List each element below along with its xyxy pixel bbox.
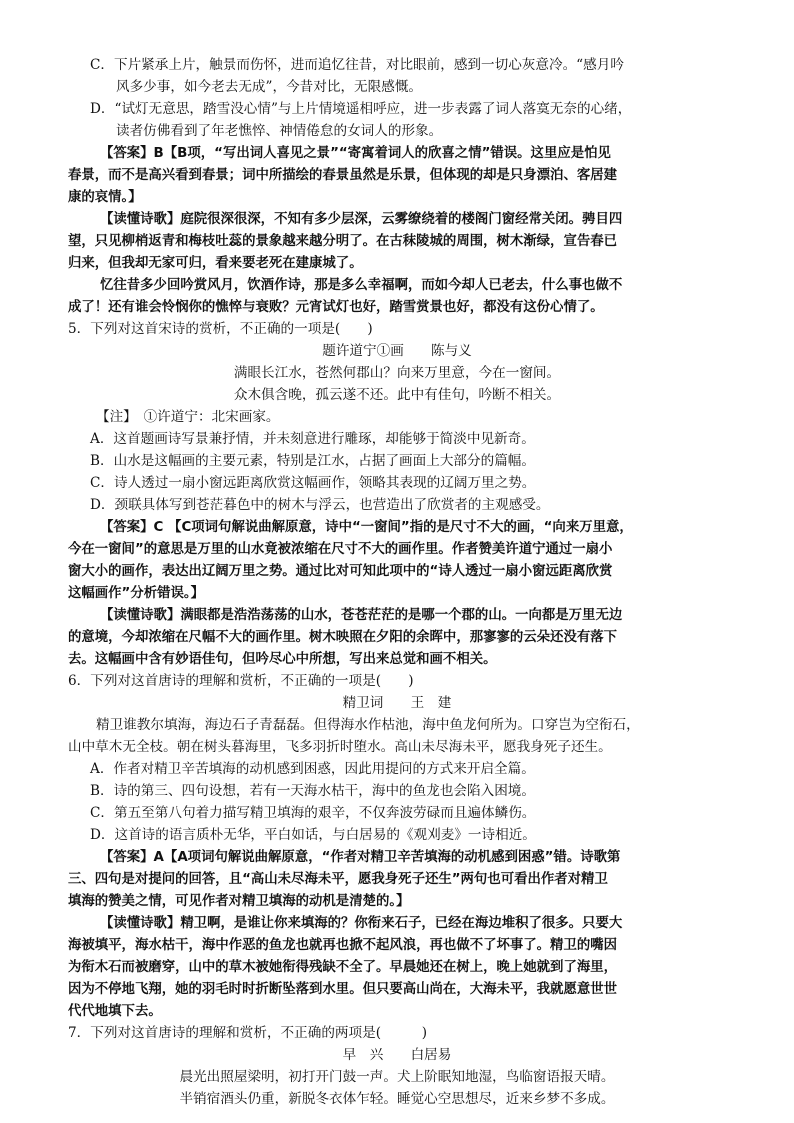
text-line: 【读懂诗歌】精卫啊，是谁让你来填海的？你衔来石子，已经在海边堆积了很多。只要大 — [100, 916, 623, 931]
text-line: 【读懂诗歌】满眼都是浩浩荡荡的山水，苍苍茫茫的是哪一个郡的山。一向都是万里无边 — [100, 608, 623, 623]
text-line: 满眼长江水，苍然何郡山？向来万里意，今在一窗间。 — [233, 365, 561, 381]
text-line: 这幅画作”分析错误。】 — [68, 586, 205, 601]
text-line: 康的哀情。】 — [68, 190, 142, 205]
text-line: 春景，而不是高兴看到春景；词中所描绘的春景虽然是乐景，但体现的却是只身漂泊、客居建 — [68, 168, 618, 183]
text-line: D．这首诗的语言质朴无华，平白如话，与白居易的《观刈麦》一诗相近。 — [90, 827, 536, 843]
text-line: 【注】 ①许道宁：北宋画家。 — [96, 409, 280, 425]
text-line: 今在一窗间”的意思是万里的山水竟被浓缩在尺寸不大的画作里。作者赞美许道宁通过一扇小 — [68, 542, 613, 557]
text-line: 6．下列对这首唐诗的理解和赏析，不正确的一项是( ) — [68, 673, 414, 689]
text-line: 忆往昔多少回吟赏风月，饮酒作诗，那是多么幸福啊，而如今却人已老去，什么事也做不 — [100, 278, 623, 293]
text-line: C．诗人透过一扇小窗远距离欣赏这幅画作，领略其表现的辽阔万里之势。 — [90, 475, 536, 491]
text-line: 去。这幅画中含有妙语佳句，但吟尽心中所想，写出来总觉和画不相关。 — [68, 652, 497, 667]
text-line: D．“试灯无意思，踏雪没心情”与上片情境遥相呼应，进一步表露了词人落寞无奈的心绪， — [90, 101, 632, 117]
text-line: A．这首题画诗写景兼抒情，并未刻意进行雕琢，却能够于简淡中见新奇。 — [90, 431, 535, 447]
text-line: 精卫谁教尔填海，海边石子青磊磊。但得海水作枯池，海中鱼龙何所为。口穿岂为空衔石， — [96, 717, 640, 733]
text-line: 成了！还有谁会怜悯你的憔悴与衰败？元宵试灯也好，踏雪赏景也好，都没有这份心情了。 — [68, 300, 604, 315]
text-line: 填海的赞美之情，可见作者对精卫填海的动机是清楚的。】 — [68, 894, 410, 909]
text-line: C．第五至第八句着力描写精卫填海的艰辛，不仅奔波劳碌而且遍体鳞伤。 — [90, 805, 536, 821]
text-line: 半销宿酒头仍重，新脱冬衣体乍轻。睡觉心空思想尽，近来乡梦不多成。 — [179, 1091, 615, 1107]
text-line: 因为不停地飞翔，她的羽毛时时折断坠落到水里。但只要高山尚在，大海未平，我就愿意世世 — [68, 982, 618, 997]
text-line: 题许道宁①画 陈与义 — [322, 343, 472, 359]
text-line: B．诗的第三、四句设想，若有一天海水枯干，海中的鱼龙也会陷入困境。 — [90, 783, 535, 799]
text-line: 的意境，今却浓缩在尺幅不大的画作里。树木映照在夕阳的余晖中，那寥寥的云朵还没有落下 — [68, 630, 618, 645]
text-line: 窗大小的画作，表达出辽阔万里之势。通过比对可知此项中的“诗人透过一扇小窗远距离欣赏 — [68, 564, 613, 579]
text-line: 【答案】C 【C项词句解说曲解原意，诗中“一窗间”指的是尺寸不大的画，“向来万里意， — [100, 520, 633, 535]
text-line: 山中草木无全枝。朝在树头暮海里，飞多羽折时堕水。高山未尽海未平，愿我身死子还生。 — [68, 739, 612, 755]
text-line: B．山水是这幅画的主要元素，特别是江水，占据了画面上大部分的篇幅。 — [90, 453, 535, 469]
text-line: 【答案】A【A项词句解说曲解原意，“作者对精卫辛苦填海的动机感到困惑”错。诗歌第 — [100, 850, 621, 865]
text-line: 风多少事，如今老去无成”，今昔对比，无限感慨。 — [116, 79, 423, 95]
text-line: 【答案】B【B项，“写出词人喜见之景”“寄寓着词人的欣喜之情”错误。这里应是怕见 — [100, 146, 611, 161]
text-line: D．颈联具体写到苍茫暮色中的树木与浮云，也营造出了欣赏者的主观感受。 — [90, 497, 550, 513]
text-line: 代代地填下去。 — [68, 1004, 162, 1019]
text-line: 望，只见柳梢返青和梅枝吐蕊的景象越来越分明了。在古秣陵城的周围，树木渐绿，宣告春已 — [68, 234, 618, 249]
text-line: 7．下列对这首唐诗的理解和赏析，不正确的两项是( ) — [68, 1025, 428, 1041]
text-line: 晨光出照屋梁明，初打开门鼓一声。犬上阶眠知地湿，鸟临窗语报天晴。 — [179, 1069, 615, 1085]
text-line: 众木俱含晚，孤云遂不还。此中有佳句，吟断不相关。 — [233, 387, 561, 403]
text-line: 为衔木石而被磨穿，山中的草木被她衔得残缺不全了。早晨她还在树上，晚上她就到了海里， — [68, 960, 618, 975]
text-line: C．下片紧承上片，触景而伤怀，进而追忆往昔，对比眼前，感到一切心灰意冷。“感月吟 — [90, 57, 624, 73]
text-line: 5．下列对这首宋诗的赏析，不正确的一项是( ) — [68, 321, 373, 337]
text-line: 【读懂诗歌】庭院很深很深，不知有多少层深，云雾缭绕着的楼阁门窗经常关闭。骋目四 — [100, 212, 623, 227]
text-line: 早 兴 白居易 — [342, 1047, 452, 1063]
text-line: 三、四句是对提问的回答，且“高山未尽海未平，愿我身死子还生”两句也可看出作者对精卫 — [68, 872, 608, 887]
text-line: 归来，但我却无家可归，看来要老死在建康城了。 — [68, 256, 363, 271]
text-line: 读者仿佛看到了年老憔悴、神情倦怠的女词人的形象。 — [116, 123, 443, 139]
text-line: 精卫词 王 建 — [342, 695, 452, 711]
text-line: A．作者对精卫辛苦填海的动机感到困惑，因此用提问的方式来开启全篇。 — [90, 761, 535, 777]
text-line: 海被填平，海水枯干，海中作恶的鱼龙也就再也掀不起风浪，再也做不了坏事了。精卫的嘴因 — [68, 938, 618, 953]
